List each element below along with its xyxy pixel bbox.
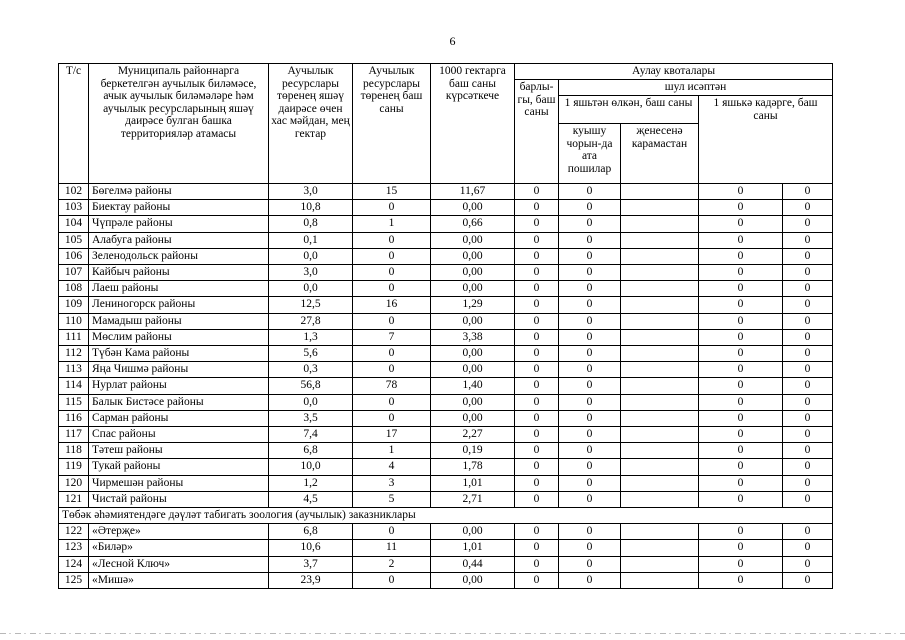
cell-total: 0 — [515, 394, 559, 410]
cell-breeding: 0 — [559, 556, 621, 572]
cell-under1-b: 0 — [783, 524, 833, 540]
cell-count: 16 — [353, 297, 431, 313]
cell-breeding: 0 — [559, 410, 621, 426]
cell-breeding: 0 — [559, 524, 621, 540]
cell-under1-a: 0 — [699, 248, 783, 264]
header-including: шул исәптән — [559, 80, 833, 96]
cell-count: 0 — [353, 362, 431, 378]
cell-per1000: 1,40 — [431, 378, 515, 394]
cell-total: 0 — [515, 410, 559, 426]
cell-any-sex — [621, 572, 699, 588]
header-area: Аучылык ресурслары төренең яшәү даирәсе өчен хас мәйдан, мең гектар — [269, 64, 353, 184]
cell-under1-b: 0 — [783, 232, 833, 248]
cell-total: 0 — [515, 540, 559, 556]
table-row — [59, 378, 833, 394]
cell-any-sex — [621, 281, 699, 297]
table-row — [59, 556, 833, 572]
cell-under1-a: 0 — [699, 362, 783, 378]
cell-breeding: 0 — [559, 329, 621, 345]
cell-name: Сарман районы — [89, 410, 269, 426]
cell-total: 0 — [515, 200, 559, 216]
cell-total: 0 — [515, 491, 559, 507]
table-row — [59, 265, 833, 281]
cell-under1-b: 0 — [783, 378, 833, 394]
cell-count: 0 — [353, 346, 431, 362]
cell-total: 0 — [515, 297, 559, 313]
cell-under1-a: 0 — [699, 459, 783, 475]
cell-total: 0 — [515, 184, 559, 200]
cell-any-sex — [621, 524, 699, 540]
cell-total: 0 — [515, 346, 559, 362]
cell-total: 0 — [515, 459, 559, 475]
cell-name: Яңа Чишмә районы — [89, 362, 269, 378]
cell-breeding: 0 — [559, 475, 621, 491]
cell-under1-b: 0 — [783, 362, 833, 378]
cell-breeding: 0 — [559, 540, 621, 556]
cell-under1-b: 0 — [783, 184, 833, 200]
cell-breeding: 0 — [559, 346, 621, 362]
cell-any-sex — [621, 556, 699, 572]
cell-under1-b: 0 — [783, 394, 833, 410]
cell-area: 6,8 — [269, 524, 353, 540]
cell-any-sex — [621, 313, 699, 329]
scan-artifact-line — [0, 633, 905, 634]
cell-total: 0 — [515, 524, 559, 540]
cell-under1-a: 0 — [699, 232, 783, 248]
header-total: барлы-гы, баш саны — [515, 80, 559, 184]
cell-breeding: 0 — [559, 200, 621, 216]
cell-under1-b: 0 — [783, 475, 833, 491]
cell-count: 3 — [353, 475, 431, 491]
cell-per1000: 0,00 — [431, 265, 515, 281]
table-row — [59, 540, 833, 556]
cell-area: 3,5 — [269, 410, 353, 426]
cell-per1000: 2,27 — [431, 427, 515, 443]
cell-under1-b: 0 — [783, 443, 833, 459]
cell-any-sex — [621, 378, 699, 394]
cell-count: 0 — [353, 248, 431, 264]
cell-count: 17 — [353, 427, 431, 443]
cell-under1-b: 0 — [783, 459, 833, 475]
cell-count: 5 — [353, 491, 431, 507]
table-row — [59, 491, 833, 507]
cell-any-sex — [621, 459, 699, 475]
cell-area: 3,0 — [269, 184, 353, 200]
cell-under1-b: 0 — [783, 346, 833, 362]
cell-area: 27,8 — [269, 313, 353, 329]
cell-per1000: 0,00 — [431, 524, 515, 540]
cell-no: 120 — [59, 475, 89, 491]
cell-any-sex — [621, 491, 699, 507]
cell-per1000: 0,00 — [431, 248, 515, 264]
cell-per1000: 0,00 — [431, 394, 515, 410]
cell-under1-b: 0 — [783, 216, 833, 232]
cell-total: 0 — [515, 572, 559, 588]
cell-count: 0 — [353, 572, 431, 588]
header-count: Аучылык ресурслары төренең баш саны — [353, 64, 431, 184]
cell-breeding: 0 — [559, 394, 621, 410]
cell-per1000: 1,01 — [431, 475, 515, 491]
cell-no: 124 — [59, 556, 89, 572]
cell-name: Түбән Кама районы — [89, 346, 269, 362]
cell-any-sex — [621, 265, 699, 281]
table-row — [59, 200, 833, 216]
cell-total: 0 — [515, 216, 559, 232]
cell-count: 1 — [353, 443, 431, 459]
cell-total: 0 — [515, 248, 559, 264]
header-district: Муниципаль районнарга беркетелгән аучылык биләмәсе, ачык аучылык биләмәләре һәм аучылык ресурсларының яшәү даирәсе булган башка территорияләр атамасы — [89, 64, 269, 184]
cell-per1000: 1,78 — [431, 459, 515, 475]
cell-breeding: 0 — [559, 459, 621, 475]
district-rows — [59, 184, 833, 508]
cell-name: Тукай районы — [89, 459, 269, 475]
cell-under1-a: 0 — [699, 556, 783, 572]
cell-total: 0 — [515, 265, 559, 281]
cell-total: 0 — [515, 427, 559, 443]
cell-breeding: 0 — [559, 265, 621, 281]
cell-name: Биектау районы — [89, 200, 269, 216]
table-row — [59, 524, 833, 540]
cell-total: 0 — [515, 232, 559, 248]
cell-under1-a: 0 — [699, 200, 783, 216]
cell-under1-a: 0 — [699, 378, 783, 394]
table-row — [59, 427, 833, 443]
cell-under1-a: 0 — [699, 427, 783, 443]
cell-under1-a: 0 — [699, 184, 783, 200]
cell-any-sex — [621, 362, 699, 378]
header-no: Т/с — [59, 64, 89, 184]
cell-name: Бөгелмә районы — [89, 184, 269, 200]
cell-under1-a: 0 — [699, 216, 783, 232]
cell-under1-a: 0 — [699, 475, 783, 491]
cell-total: 0 — [515, 329, 559, 345]
page-number: 6 — [449, 34, 456, 48]
cell-area: 3,0 — [269, 265, 353, 281]
cell-count: 0 — [353, 313, 431, 329]
cell-area: 1,2 — [269, 475, 353, 491]
header-over1: 1 яшьтән өлкән, баш саны — [559, 96, 699, 124]
cell-under1-b: 0 — [783, 297, 833, 313]
cell-area: 3,7 — [269, 556, 353, 572]
cell-count: 0 — [353, 281, 431, 297]
cell-no: 111 — [59, 329, 89, 345]
cell-under1-a: 0 — [699, 524, 783, 540]
cell-area: 10,0 — [269, 459, 353, 475]
cell-breeding: 0 — [559, 248, 621, 264]
cell-breeding: 0 — [559, 297, 621, 313]
cell-no: 125 — [59, 572, 89, 588]
cell-under1-a: 0 — [699, 410, 783, 426]
cell-any-sex — [621, 540, 699, 556]
table-row — [59, 572, 833, 588]
cell-per1000: 0,00 — [431, 362, 515, 378]
cell-name: Кайбыч районы — [89, 265, 269, 281]
cell-no: 115 — [59, 394, 89, 410]
cell-total: 0 — [515, 443, 559, 459]
cell-breeding: 0 — [559, 378, 621, 394]
cell-any-sex — [621, 232, 699, 248]
cell-no: 118 — [59, 443, 89, 459]
cell-total: 0 — [515, 281, 559, 297]
cell-name: Алабуга районы — [89, 232, 269, 248]
cell-count: 11 — [353, 540, 431, 556]
cell-area: 56,8 — [269, 378, 353, 394]
cell-any-sex — [621, 427, 699, 443]
table-row — [59, 216, 833, 232]
cell-under1-a: 0 — [699, 491, 783, 507]
table-row — [59, 329, 833, 345]
cell-name: Чүпрәле районы — [89, 216, 269, 232]
cell-no: 121 — [59, 491, 89, 507]
cell-name: Мөслим районы — [89, 329, 269, 345]
cell-under1-b: 0 — [783, 329, 833, 345]
cell-any-sex — [621, 394, 699, 410]
table-row — [59, 459, 833, 475]
cell-no: 119 — [59, 459, 89, 475]
cell-total: 0 — [515, 475, 559, 491]
cell-no: 116 — [59, 410, 89, 426]
table-row — [59, 297, 833, 313]
cell-any-sex — [621, 248, 699, 264]
cell-breeding: 0 — [559, 362, 621, 378]
cell-any-sex — [621, 329, 699, 345]
cell-total: 0 — [515, 362, 559, 378]
cell-name: Тәтеш районы — [89, 443, 269, 459]
cell-under1-a: 0 — [699, 394, 783, 410]
header-per1000: 1000 гектарга баш саны күрсәткече — [431, 64, 515, 184]
cell-no: 109 — [59, 297, 89, 313]
cell-total: 0 — [515, 378, 559, 394]
cell-breeding: 0 — [559, 443, 621, 459]
cell-name: «Мишә» — [89, 572, 269, 588]
table-row — [59, 410, 833, 426]
cell-breeding: 0 — [559, 232, 621, 248]
cell-count: 0 — [353, 410, 431, 426]
cell-name: Чирмешән районы — [89, 475, 269, 491]
cell-any-sex — [621, 475, 699, 491]
cell-area: 5,6 — [269, 346, 353, 362]
cell-area: 4,5 — [269, 491, 353, 507]
cell-any-sex — [621, 410, 699, 426]
cell-total: 0 — [515, 556, 559, 572]
table-row — [59, 281, 833, 297]
cell-per1000: 3,38 — [431, 329, 515, 345]
header-quotas: Аулау квоталары — [515, 64, 833, 80]
cell-name: Мамадыш районы — [89, 313, 269, 329]
cell-per1000: 0,19 — [431, 443, 515, 459]
cell-count: 0 — [353, 394, 431, 410]
cell-no: 107 — [59, 265, 89, 281]
cell-per1000: 0,00 — [431, 313, 515, 329]
cell-count: 78 — [353, 378, 431, 394]
table-row — [59, 184, 833, 200]
cell-name: «Биләр» — [89, 540, 269, 556]
cell-area: 23,9 — [269, 572, 353, 588]
cell-count: 2 — [353, 556, 431, 572]
cell-per1000: 0,00 — [431, 572, 515, 588]
cell-no: 122 — [59, 524, 89, 540]
cell-area: 10,8 — [269, 200, 353, 216]
cell-per1000: 1,29 — [431, 297, 515, 313]
cell-no: 114 — [59, 378, 89, 394]
cell-per1000: 0,00 — [431, 281, 515, 297]
cell-area: 12,5 — [269, 297, 353, 313]
reserve-rows — [59, 524, 833, 589]
cell-breeding: 0 — [559, 313, 621, 329]
cell-area: 0,0 — [269, 394, 353, 410]
cell-breeding: 0 — [559, 572, 621, 588]
cell-count: 7 — [353, 329, 431, 345]
cell-area: 0,3 — [269, 362, 353, 378]
cell-area: 7,4 — [269, 427, 353, 443]
cell-area: 1,3 — [269, 329, 353, 345]
cell-no: 112 — [59, 346, 89, 362]
cell-under1-a: 0 — [699, 329, 783, 345]
cell-name: «Лесной Ключ» — [89, 556, 269, 572]
cell-under1-a: 0 — [699, 265, 783, 281]
cell-area: 6,8 — [269, 443, 353, 459]
cell-count: 15 — [353, 184, 431, 200]
cell-area: 0,0 — [269, 248, 353, 264]
cell-any-sex — [621, 443, 699, 459]
cell-area: 10,6 — [269, 540, 353, 556]
cell-per1000: 0,00 — [431, 232, 515, 248]
cell-count: 4 — [353, 459, 431, 475]
cell-no: 108 — [59, 281, 89, 297]
cell-no: 123 — [59, 540, 89, 556]
cell-under1-b: 0 — [783, 281, 833, 297]
cell-breeding: 0 — [559, 216, 621, 232]
cell-no: 113 — [59, 362, 89, 378]
cell-name: Зеленодольск районы — [89, 248, 269, 264]
cell-breeding: 0 — [559, 427, 621, 443]
cell-count: 0 — [353, 200, 431, 216]
cell-no: 105 — [59, 232, 89, 248]
table-row — [59, 394, 833, 410]
cell-per1000: 0,00 — [431, 346, 515, 362]
cell-name: Лаеш районы — [89, 281, 269, 297]
table-row — [59, 313, 833, 329]
cell-under1-b: 0 — [783, 491, 833, 507]
header-any-sex: җенесенә карамастан — [621, 124, 699, 184]
cell-per1000: 1,01 — [431, 540, 515, 556]
cell-area: 0,1 — [269, 232, 353, 248]
cell-under1-b: 0 — [783, 265, 833, 281]
cell-under1-b: 0 — [783, 572, 833, 588]
cell-any-sex — [621, 346, 699, 362]
cell-breeding: 0 — [559, 281, 621, 297]
table-row — [59, 362, 833, 378]
cell-no: 103 — [59, 200, 89, 216]
cell-count: 0 — [353, 232, 431, 248]
cell-per1000: 0,00 — [431, 410, 515, 426]
cell-name: Чистай районы — [89, 491, 269, 507]
cell-total: 0 — [515, 313, 559, 329]
cell-name: «Әтерҗе» — [89, 524, 269, 540]
table-row — [59, 475, 833, 491]
cell-any-sex — [621, 200, 699, 216]
cell-no: 104 — [59, 216, 89, 232]
cell-under1-a: 0 — [699, 540, 783, 556]
header-under1: 1 яшькә кадәрге, баш саны — [699, 96, 833, 184]
table-row — [59, 248, 833, 264]
cell-breeding: 0 — [559, 184, 621, 200]
cell-under1-b: 0 — [783, 556, 833, 572]
cell-per1000: 11,67 — [431, 184, 515, 200]
cell-under1-a: 0 — [699, 346, 783, 362]
header-breeding: куышу чорын-да ата пошилар — [559, 124, 621, 184]
cell-under1-a: 0 — [699, 313, 783, 329]
cell-area: 0,0 — [269, 281, 353, 297]
cell-count: 0 — [353, 265, 431, 281]
cell-under1-b: 0 — [783, 313, 833, 329]
table-row — [59, 443, 833, 459]
cell-name: Лениногорск районы — [89, 297, 269, 313]
cell-under1-a: 0 — [699, 297, 783, 313]
cell-no: 110 — [59, 313, 89, 329]
cell-breeding: 0 — [559, 491, 621, 507]
cell-no: 117 — [59, 427, 89, 443]
cell-under1-b: 0 — [783, 427, 833, 443]
quota-table — [58, 63, 833, 589]
cell-area: 0,8 — [269, 216, 353, 232]
section-title: Төбәк әһәмиятендәге дәүләт табигать зоология (аучылык) заказниклары — [59, 508, 833, 524]
cell-under1-a: 0 — [699, 572, 783, 588]
cell-per1000: 0,00 — [431, 200, 515, 216]
cell-per1000: 2,71 — [431, 491, 515, 507]
cell-no: 102 — [59, 184, 89, 200]
cell-no: 106 — [59, 248, 89, 264]
cell-under1-b: 0 — [783, 410, 833, 426]
cell-under1-a: 0 — [699, 281, 783, 297]
cell-count: 1 — [353, 216, 431, 232]
cell-under1-b: 0 — [783, 200, 833, 216]
cell-under1-b: 0 — [783, 540, 833, 556]
cell-any-sex — [621, 216, 699, 232]
cell-any-sex — [621, 297, 699, 313]
cell-name: Спас районы — [89, 427, 269, 443]
cell-per1000: 0,44 — [431, 556, 515, 572]
table-row — [59, 346, 833, 362]
cell-under1-a: 0 — [699, 443, 783, 459]
cell-under1-b: 0 — [783, 248, 833, 264]
cell-count: 0 — [353, 524, 431, 540]
cell-any-sex — [621, 184, 699, 200]
cell-name: Балык Бистәсе районы — [89, 394, 269, 410]
cell-per1000: 0,66 — [431, 216, 515, 232]
table-row — [59, 232, 833, 248]
cell-name: Нурлат районы — [89, 378, 269, 394]
